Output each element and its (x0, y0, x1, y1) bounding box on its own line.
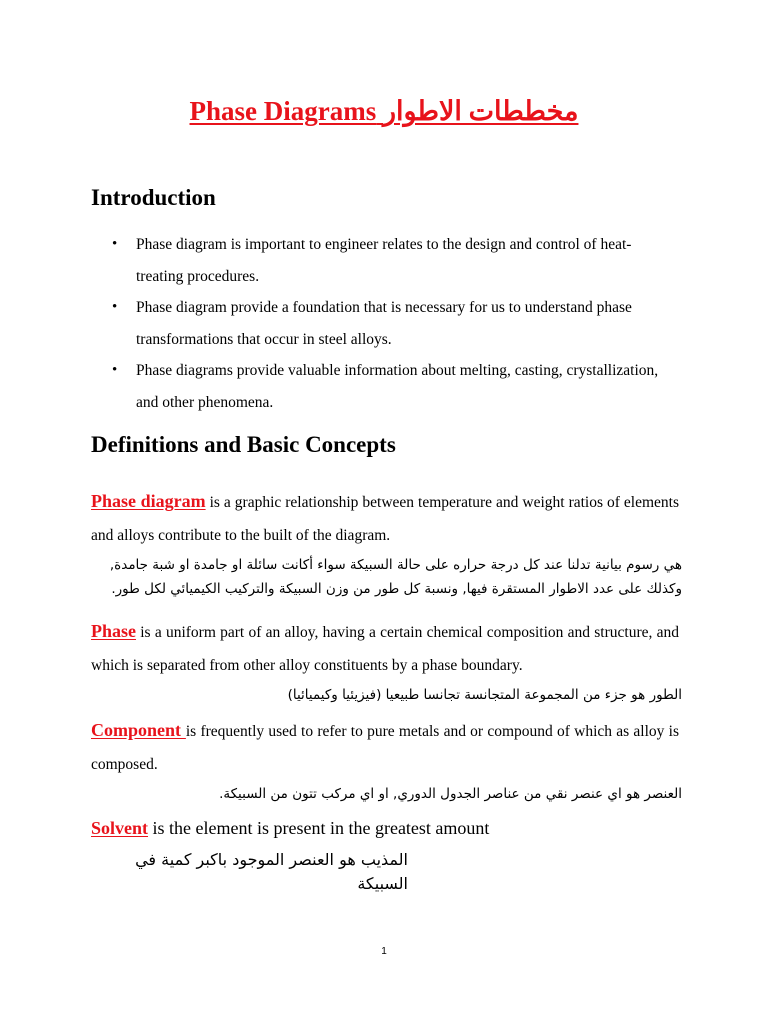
solvent-text: is the element is present in the greatest amount (148, 818, 490, 838)
bullet-text: Phase diagram provide a foundation that is necessary for us to understand phase transformations that occur in steel alloys. (136, 299, 632, 348)
phase-diagram-arabic: هي رسوم بيانية تدلنا عند كل درجة حراره على حالة السبيكة سواء أكانت سائلة او جامدة او شبة جامدة, وكذلك على عدد الاطوار المستقرة فيها, ونسبة كل طور من وزن السبيكة والتركيب الكيميائي لكل طور. (109, 557, 682, 597)
phase-definition (91, 615, 679, 682)
introduction-heading: Introduction (91, 185, 216, 210)
bullet-text: Phase diagram is important to engineer relates to the design and control of heat-treating procedures. (136, 236, 632, 285)
component-definition (91, 714, 679, 781)
definitions-heading: Definitions and Basic Concepts (91, 432, 396, 457)
phase-diagram-term: Phase diagram (91, 491, 206, 511)
phase-text: is a uniform part of an alloy, having a certain chemical composition and structure, and which is separated from other alloy constituents by a phase boundary. (91, 624, 679, 674)
bullet-dot-icon: • (112, 236, 118, 252)
bullet-item (112, 355, 672, 418)
page-number: 1 (381, 946, 387, 957)
bullet-item (112, 229, 672, 292)
bullet-dot-icon: • (112, 362, 118, 378)
document-title-arabic: مخططات الاطوار (383, 96, 579, 126)
phase-arabic: الطور هو جزء من المجموعة المتجانسة تجانسا طبيعيا (فيزيئيا وكيميائيا) (287, 687, 682, 703)
component-term: Component (91, 720, 186, 740)
document-title-english: Phase Diagrams (189, 96, 377, 126)
phase-diagram-text: is a graphic relationship between temperature and weight ratios of elements and alloys contribute to the built of the diagram. (91, 494, 679, 544)
component-text: is frequently used to refer to pure metals and or compound of which as alloy is composed. (91, 723, 679, 773)
solvent-arabic: المذيب هو العنصر الموجود باكبر كمية في السبيكة (135, 850, 408, 893)
introduction-bullet-list (112, 229, 672, 418)
bullet-dot-icon: • (112, 299, 118, 315)
component-arabic: العنصر هو اي عنصر نقي من عناصر الجدول الدوري, او اي مركب تتون من السبيكة. (219, 786, 682, 802)
document-title (0, 96, 768, 127)
solvent-definition (91, 815, 489, 841)
phase-term: Phase (91, 621, 136, 641)
bullet-item (112, 292, 672, 355)
phase-diagram-definition (91, 485, 679, 552)
bullet-text: Phase diagrams provide valuable information about melting, casting, crystallization, and other phenomena. (136, 362, 659, 411)
solvent-term: Solvent (91, 818, 149, 838)
